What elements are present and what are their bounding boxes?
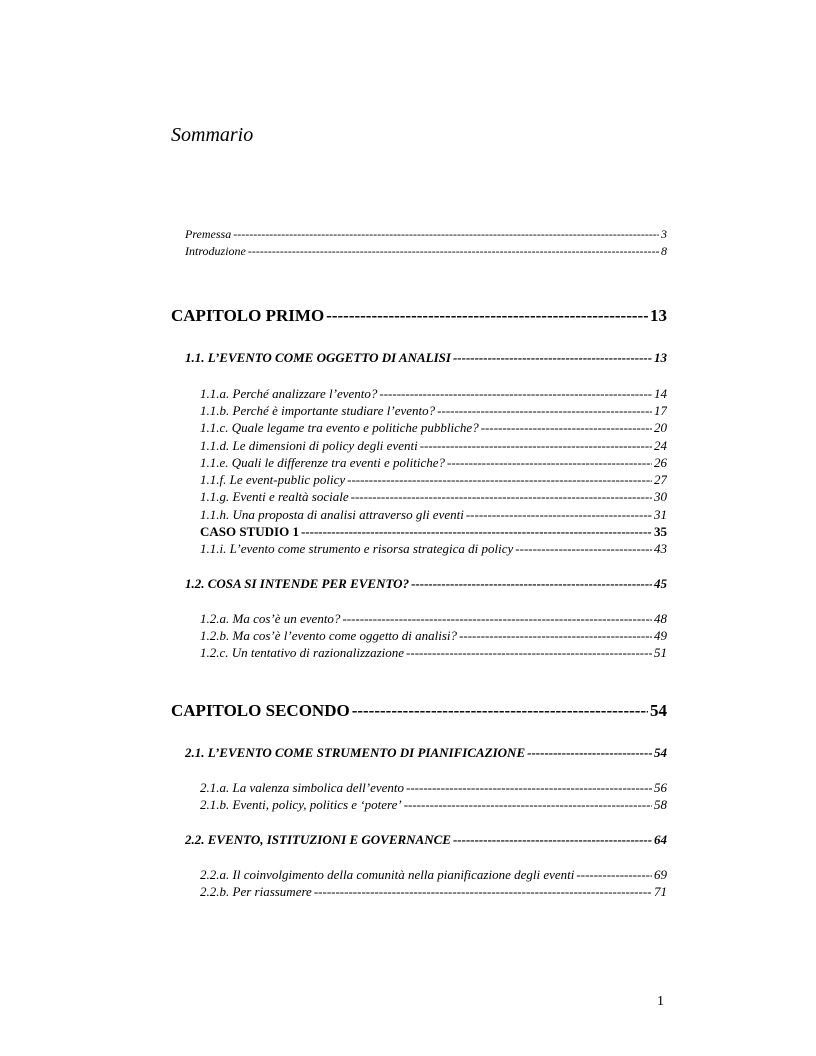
toc-entry-page: 14: [654, 386, 667, 401]
toc-entry-page: 3: [661, 227, 667, 241]
toc-section-2-1[interactable]: [185, 745, 667, 761]
dot-leader: [466, 507, 652, 523]
toc-entry-1-1-e[interactable]: [200, 455, 667, 471]
dot-leader: [576, 867, 652, 883]
toc-entry-1-1-b[interactable]: [200, 403, 667, 419]
section-page: 54: [654, 745, 667, 760]
toc-entry-page: 8: [661, 244, 667, 258]
toc-entry-label: Introduzione: [185, 244, 246, 258]
dot-leader: [342, 611, 652, 627]
dot-leader: [406, 780, 652, 796]
toc-entry-label: 1.1.b. Perché è importante studiare l’evento?: [200, 403, 436, 418]
toc-section-2-2[interactable]: [185, 832, 667, 848]
toc-entry-page: 49: [654, 628, 667, 643]
toc-entry-page: 71: [654, 884, 667, 899]
toc-entry-label: 1.1.h. Una proposta di analisi attraverso gli eventi: [200, 507, 464, 522]
toc-section-1-1[interactable]: [185, 350, 667, 366]
toc-entry-2-2-a[interactable]: [200, 867, 667, 883]
toc-entry-page: 51: [654, 645, 667, 660]
toc-entry-1-1-h[interactable]: [200, 507, 667, 523]
toc-entry-label: 1.1.g. Eventi e realtà sociale: [200, 489, 349, 504]
toc-entry-page: 58: [654, 797, 667, 812]
toc-chapter-1[interactable]: [171, 306, 667, 326]
toc-entry-page: 20: [654, 420, 667, 435]
section-label: 1.1. L’EVENTO COME OGGETTO DI ANALISI: [185, 350, 451, 365]
dot-leader: [406, 645, 652, 661]
dot-leader: [515, 541, 652, 557]
toc-entry-1-1-i[interactable]: [200, 541, 667, 557]
toc-entry-label: 1.1.d. Le dimensioni di policy degli eventi: [200, 438, 418, 453]
dot-leader: [447, 455, 652, 471]
dot-leader: [437, 403, 652, 419]
section-label: 1.2. COSA SI INTENDE PER EVENTO?: [185, 576, 410, 591]
dot-leader: [459, 628, 652, 644]
toc-entry-page: 30: [654, 489, 667, 504]
toc-entry-1-2-b[interactable]: [200, 628, 667, 644]
toc-entry-introduzione[interactable]: [185, 244, 667, 259]
chapter-page: 54: [650, 701, 667, 720]
toc-entry-1-2-c[interactable]: [200, 645, 667, 661]
toc-entry-page: 31: [654, 507, 667, 522]
toc-entry-label: 1.2.b. Ma cos’è l’evento come oggetto di analisi?: [200, 628, 458, 643]
toc-entry-page: 56: [654, 780, 667, 795]
toc-entry-label: 1.1.f. Le event-public policy: [200, 472, 346, 487]
chapter-label: CAPITOLO SECONDO: [171, 701, 350, 720]
dot-leader: [326, 306, 648, 326]
dot-leader: [301, 524, 652, 540]
dot-leader: [453, 832, 652, 848]
page-title: Sommario: [171, 124, 254, 146]
section-page: 64: [654, 832, 667, 847]
case-study-page: 35: [654, 524, 667, 539]
dot-leader: [527, 745, 652, 761]
dot-leader: [411, 576, 652, 592]
page-number: 1: [657, 994, 664, 1009]
dot-leader: [481, 420, 652, 436]
dot-leader: [404, 797, 652, 813]
toc-entry-label: 1.1.i. L’evento come strumento e risorsa strategica di policy: [200, 541, 514, 556]
toc-entry-1-1-f[interactable]: [200, 472, 667, 488]
toc-entry-label: 1.1.c. Quale legame tra evento e politiche pubbliche?: [200, 420, 479, 435]
dot-leader: [351, 489, 652, 505]
toc-entry-label: 2.2.a. Il coinvolgimento della comunità nella pianificazione degli eventi: [200, 867, 575, 882]
toc-entry-page: 69: [654, 867, 667, 882]
chapter-page: 13: [650, 306, 667, 325]
toc-entry-1-1-c[interactable]: [200, 420, 667, 436]
dot-leader: [248, 244, 659, 259]
chapter-label: CAPITOLO PRIMO: [171, 306, 325, 325]
toc-entry-1-1-a[interactable]: [200, 386, 667, 402]
toc-entry-label: 1.2.c. Un tentativo di razionalizzazione: [200, 645, 405, 660]
toc-entry-page: 24: [654, 438, 667, 453]
section-label: 2.2. EVENTO, ISTITUZIONI E GOVERNANCE: [185, 832, 451, 847]
case-study-label: CASO STUDIO 1: [200, 524, 299, 539]
toc-entry-2-1-b[interactable]: [200, 797, 667, 813]
toc-case-study-1[interactable]: [200, 524, 667, 540]
dot-leader: [347, 472, 652, 488]
dot-leader: [379, 386, 652, 402]
dot-leader: [314, 884, 652, 900]
toc-entry-label: 1.1.a. Perché analizzare l’evento?: [200, 386, 378, 401]
toc-entry-page: 43: [654, 541, 667, 556]
toc-entry-2-1-a[interactable]: [200, 780, 667, 796]
toc-entry-2-2-b[interactable]: [200, 884, 667, 900]
section-page: 13: [654, 350, 667, 365]
toc-entry-label: 2.1.a. La valenza simbolica dell’evento: [200, 780, 404, 795]
toc-entry-premessa[interactable]: [185, 227, 667, 242]
section-label: 2.1. L’EVENTO COME STRUMENTO DI PIANIFICAZIONE: [185, 745, 526, 760]
toc-section-1-2[interactable]: [185, 576, 667, 592]
dot-leader: [453, 350, 652, 366]
toc-entry-1-2-a[interactable]: [200, 611, 667, 627]
toc-entry-label: 2.2.b. Per riassumere: [200, 884, 312, 899]
toc-entry-1-1-d[interactable]: [200, 438, 667, 454]
toc-entry-page: 48: [654, 611, 667, 626]
dot-leader: [233, 227, 659, 242]
section-page: 45: [654, 576, 667, 591]
toc-entry-label: Premessa: [185, 227, 232, 241]
toc-entry-page: 17: [654, 403, 667, 418]
toc-entry-label: 1.2.a. Ma cos’è un evento?: [200, 611, 341, 626]
toc-entry-1-1-g[interactable]: [200, 489, 667, 505]
toc-chapter-2[interactable]: [171, 701, 667, 721]
toc-entry-page: 27: [654, 472, 667, 487]
dot-leader: [352, 701, 648, 721]
toc-entry-label: 1.1.e. Quali le differenze tra eventi e politiche?: [200, 455, 446, 470]
toc-entry-label: 2.1.b. Eventi, policy, politics e ‘potere’: [200, 797, 402, 812]
dot-leader: [420, 438, 652, 454]
toc-entry-page: 26: [654, 455, 667, 470]
